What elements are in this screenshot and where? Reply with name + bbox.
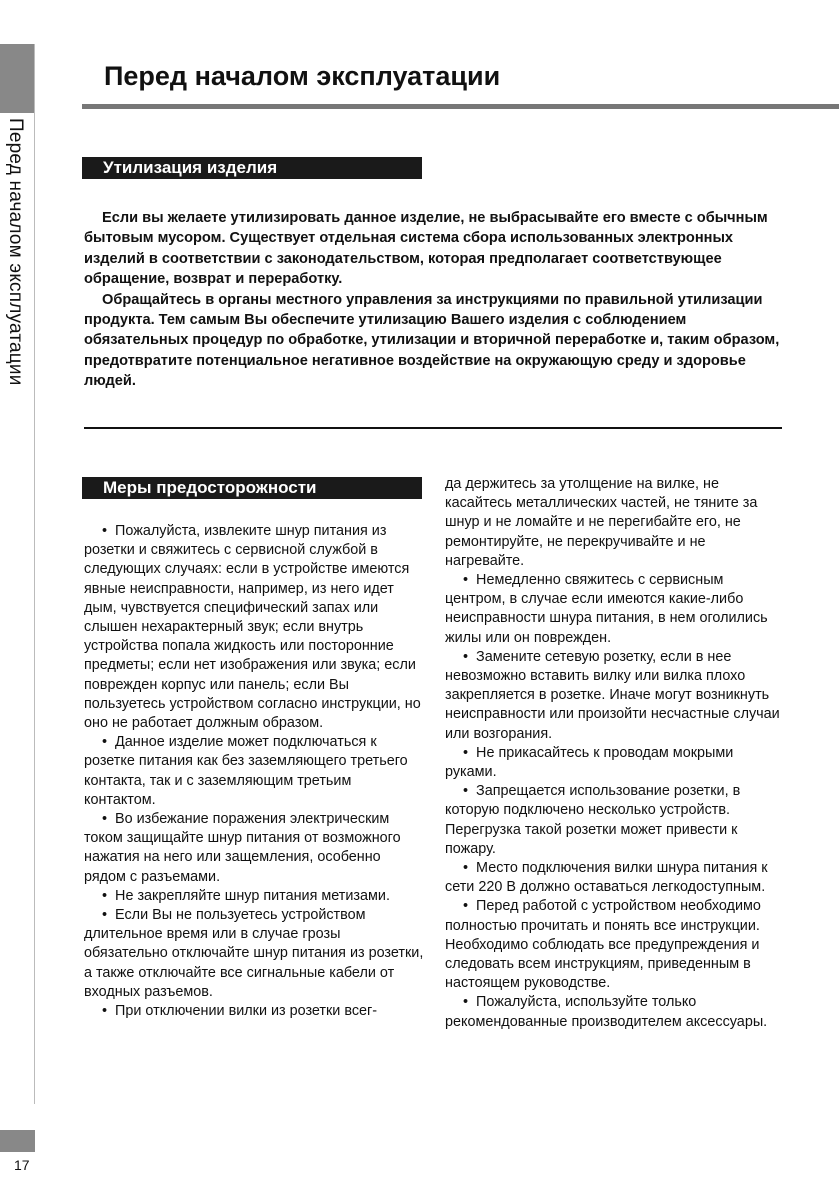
precautions-right-column [445, 475, 785, 1032]
side-tab-marker [0, 44, 35, 113]
precautions-heading: Меры предосторожности [82, 477, 422, 499]
precaution-item-continuation: да держитесь за утолщение на вилке, не касайтесь металлических частей, не тяните за шнур и не ломайте и не перегибайте его, не ремонтируйте, не перекручивайте и не нагревайте. [445, 476, 758, 569]
side-divider [34, 44, 35, 1104]
page-number-marker [0, 1130, 35, 1152]
precaution-item: • Если Вы не пользуетесь устройством длительное время или в случае грозы обязательно отключайте шнур питания из розетки, а также отключайте все сигнальные кабели от входных разъемов. [84, 906, 424, 1002]
title-rule [82, 104, 839, 109]
disposal-body [84, 208, 784, 392]
precaution-item: • Во избежание поражения электрическим током защищайте шнур питания от возможного нажатия на него или защемления, особенно рядом с разъемами. [84, 810, 424, 887]
precaution-item: • Не прикасайтесь к проводам мокрыми руками. [445, 744, 785, 782]
disposal-paragraph: Если вы желаете утилизировать данное изделие, не выбрасывайте его вместе с обычным бытовым мусором. Существует отдельная система сбора использованных электронных изделий в соответствии с законодательством, которая предполагает соответствующее обращение, возврат и переработку. [84, 210, 768, 288]
precaution-item: • При отключении вилки из розетки всег- [84, 1002, 424, 1021]
section-divider [84, 427, 782, 429]
precaution-item: • Пожалуйста, используйте только рекомендованные производителем аксессуары. [445, 993, 785, 1031]
precaution-item: • Данное изделие может подключаться к розетке питания как без заземляющего третьего контакта, так и с заземляющим третьим контактом. [84, 733, 424, 810]
precaution-item: • Перед работой с устройством необходимо полностью прочитать и понять все инструкции. Необходимо соблюдать все предупреждения и следовать всем инструкциям, приведенным в настоящем руководстве. [445, 897, 785, 993]
page-number: 17 [14, 1157, 30, 1173]
precaution-item: • Не закрепляйте шнур питания метизами. [84, 887, 424, 906]
precaution-item: • Пожалуйста, извлеките шнур питания из розетки и свяжитесь с сервисной службой в следующих случаях: если в устройстве имеются явные неисправности, например, из него идет дым, чувствуется специфический запах или слышен нехарактерный звук; если внутрь устройства попала жидкость или посторонние предметы; если нет изображения или звука; если поврежден корпус или панель; если Вы пользуетесь устройством согласно инструкции, но оно не работает должным образом. [84, 522, 424, 733]
disposal-paragraph: Обращайтесь в органы местного управления за инструкциями по правильной утилизации продукта. Тем самым Вы обеспечите утилизацию Вашего изделия с соблюдением обязательных процедур по обработке, утилизации и вторичной переработке и, таким образом, предотвратите потенциальное негативное воздействие на окружающую среду и здоровье людей. [84, 291, 780, 390]
precaution-item: • Замените сетевую розетку, если в нее невозможно вставить вилку или вилка плохо закрепляется в розетке. Иначе могут возникнуть неисправности или произойти несчастные случаи или возгорания. [445, 648, 785, 744]
precaution-item: • Место подключения вилки шнура питания к сети 220 В должно оставаться легкодоступным. [445, 859, 785, 897]
precautions-left-column [84, 522, 424, 1021]
page-title: Перед началом эксплуатации [104, 61, 501, 91]
precaution-item: • Запрещается использование розетки, в которую подключено несколько устройств. Перегрузка такой розетки может привести к пожару. [445, 782, 785, 859]
side-section-label: Перед началом эксплуатации [5, 118, 26, 386]
disposal-heading: Утилизация изделия [82, 157, 422, 179]
precaution-item: • Немедленно свяжитесь с сервисным центром, в случае если имеются какие-либо неисправности шнура питания, в нем оголились жилы или он поврежден. [445, 571, 785, 648]
